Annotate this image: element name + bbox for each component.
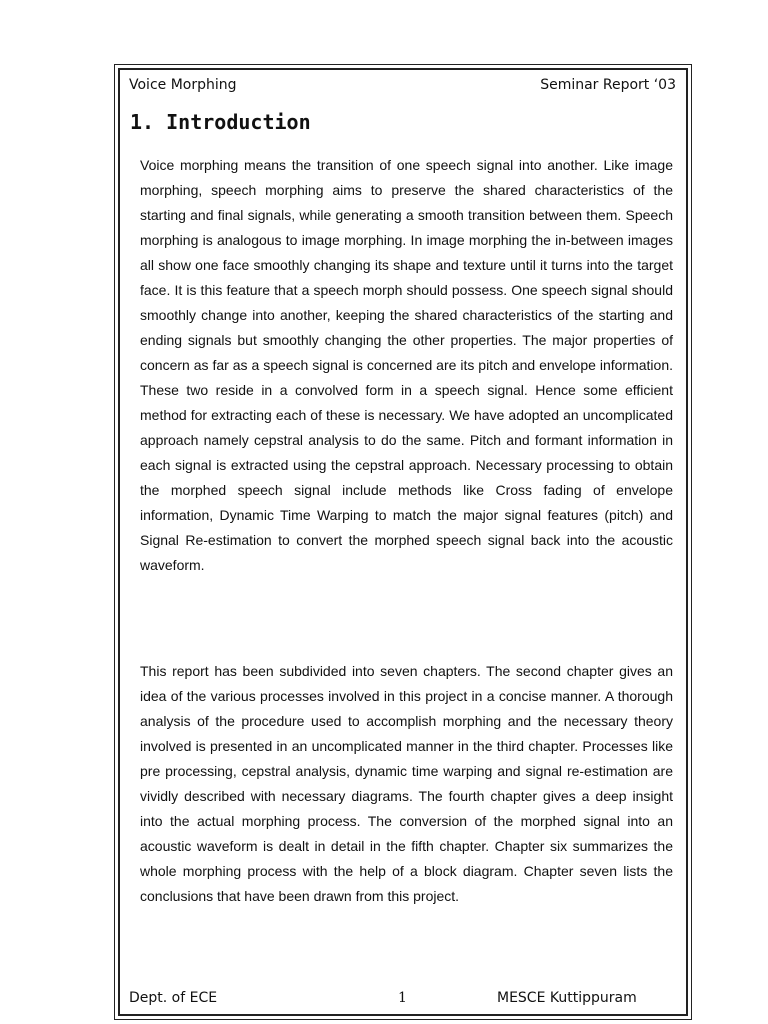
running-header-title: Voice Morphing (129, 77, 237, 93)
footer-institution: MESCE Kuttippuram (497, 990, 637, 1006)
footer-page-number: 1 (398, 990, 407, 1006)
paragraph-chapters: This report has been subdivided into seven chapters. The second chapter gives an idea of the various processes involved in this project in a concise manner. A thorough analysis of the procedure used to accomplish morphing and the necessary theory involved is presented in an uncomplicated manner in the third chapter. Processes like pre processing, cepstral analysis, dynamic time warping and signal re-estimation are vividly described with necessary diagrams. The fourth chapter gives a deep insight into the actual morphing process. The conversion of the morphed signal into an acoustic waveform is dealt in detail in the fifth chapter. Chapter six summarizes the whole morphing process with the help of a block diagram. Chapter seven lists the conclusions that have been drawn from this project. (140, 663, 673, 904)
section-heading: 1. Introduction (130, 110, 311, 134)
running-header-report: Seminar Report ‘03 (540, 77, 676, 93)
paragraph-intro: Voice morphing means the transition of one speech signal into another. Like image morphing, speech morphing aims to preserve the shared characteristics of the starting and final signals, while generating a smooth transition between them. Speech morphing is analogous to image morphing. In image morphing the in-between images all show one face smoothly changing its shape and texture until it turns into the target face. It is this feature that a speech morph should possess. One speech signal should smoothly change into another, keeping the shared characteristics of the starting and ending signals but smoothly changing the other properties. The major properties of concern as far as a speech signal is concerned are its pitch and envelope information. These two reside in a convolved form in a speech signal. Hence some efficient method for extracting each of these is necessary. We have adopted an uncomplicated approach namely cepstral analysis to do the same. Pitch and formant information in each signal is extracted using the cepstral approach. Necessary processing to obtain the morphed speech signal include methods like Cross fading of envelope information, Dynamic Time Warping to match the major signal features (pitch) and Signal Re-estimation to convert the morphed speech signal back into the acoustic waveform. (140, 157, 673, 573)
footer-department: Dept. of ECE (129, 990, 218, 1006)
